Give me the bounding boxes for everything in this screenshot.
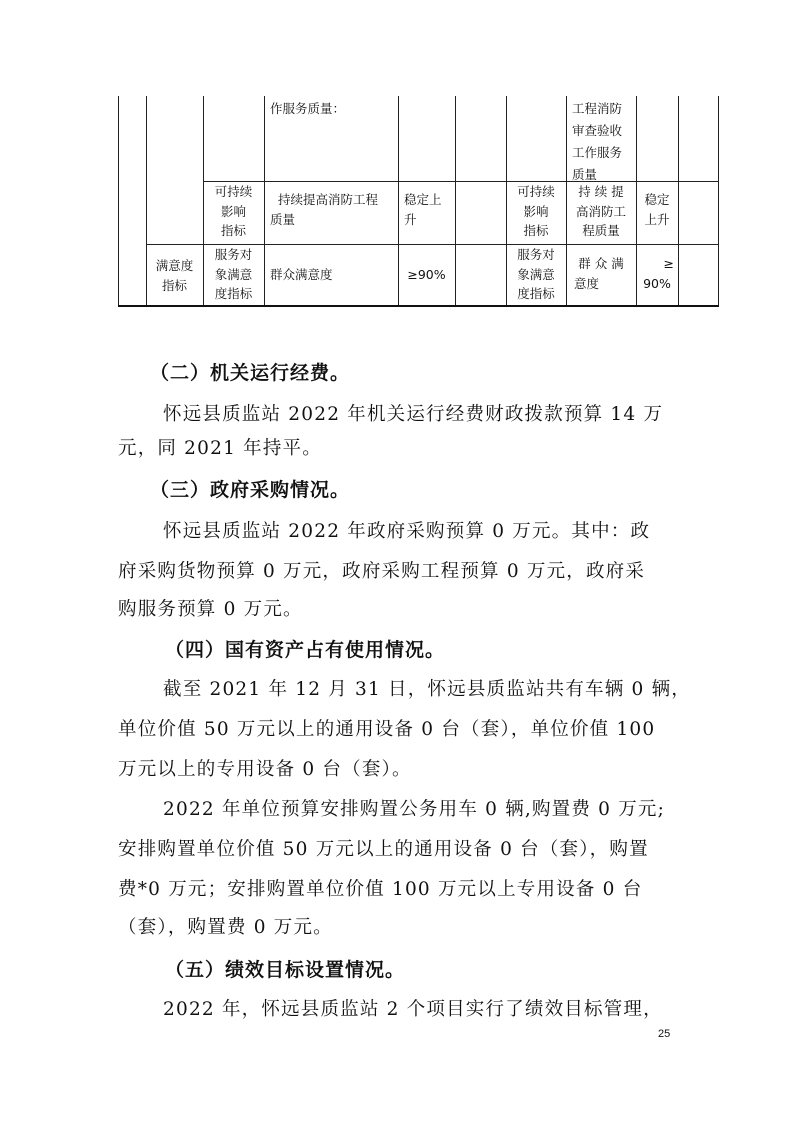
table-border [203,181,718,182]
paragraph-line: 万元以上的专用设备 0 台（套）。 [118,759,412,780]
page-number: 25 [658,1028,671,1040]
table-border [118,96,119,306]
paragraph-line: 元，同 2021 年持平。 [118,438,322,459]
paragraph-line: 购服务预算 0 万元。 [118,599,303,620]
paragraph-line: 单位价值 50 万元以上的通用设备 0 台（套），单位价值 100 [118,719,656,740]
paragraph-line: 截至 2021 年 12 月 31 日，怀远县质监站共有车辆 0 辆， [163,679,691,700]
table-cell: ≥90% [407,267,446,282]
table-cell: 持续提高消防工程 质量 [270,192,379,227]
paragraph-line: 费*0 万元；安排购置单位价值 100 万元以上专用设备 0 台 [118,879,643,900]
table-cell: 群 众 满 意度 [574,256,624,291]
table-cell: 满意度 指标 [155,258,194,293]
paragraph-line: 怀远县质监站 2022 年政府采购预算 0 万元。其中：政 [163,521,651,542]
paragraph-line: （套），购置费 0 万元。 [118,917,333,938]
table-border [718,96,719,306]
paragraph-line: 府采购货物预算 0 万元，政府采购工程预算 0 万元，政府采 [118,561,646,582]
section-heading-4: （四）国有资产占有使用情况。 [165,639,446,661]
table-border [118,305,719,307]
table-cell: 可持续 影响 指标 [214,184,253,238]
indicator-table [0,0,793,310]
table-cell: 群众满意度 [270,267,333,282]
table-border [455,96,456,306]
section-heading-3: （三）政府采购情况。 [150,479,351,501]
paragraph-line: 2022 年，怀远县质监站 2 个项目实行了绩效目标管理， [163,999,663,1020]
table-border [264,96,265,306]
table-cell: 可持续 影响 指标 [517,184,555,238]
table-cell: 持 续 提 高消防工 程质量 [575,184,626,238]
section-heading-2: （二）机关运行经费。 [150,362,351,384]
paragraph-line: 安排购置单位价值 50 万元以上的通用设备 0 台（套），购置 [118,839,649,860]
section-heading-5: （五）绩效目标设置情况。 [165,959,406,981]
table-cell: 服务对 象满意 度指标 [214,247,253,301]
table-cell: 工程消防 审查验收 工作服务 质量 [572,101,623,182]
table-cell: 稳定 上升 [644,192,670,227]
table-cell: 稳定上 升 [404,192,442,227]
table-cell: ≥ 90% [643,256,674,291]
table-cell: 服务对 象满意 度指标 [517,247,555,301]
table-border [678,96,679,306]
paragraph-line: 2022 年单位预算安排购置公务用车 0 辆,购置费 0 万元; [163,799,666,820]
table-cell: 作服务质量： [270,101,346,116]
paragraph-line: 怀远县质监站 2022 年机关运行经费财政拨款预算 14 万 [163,404,664,425]
